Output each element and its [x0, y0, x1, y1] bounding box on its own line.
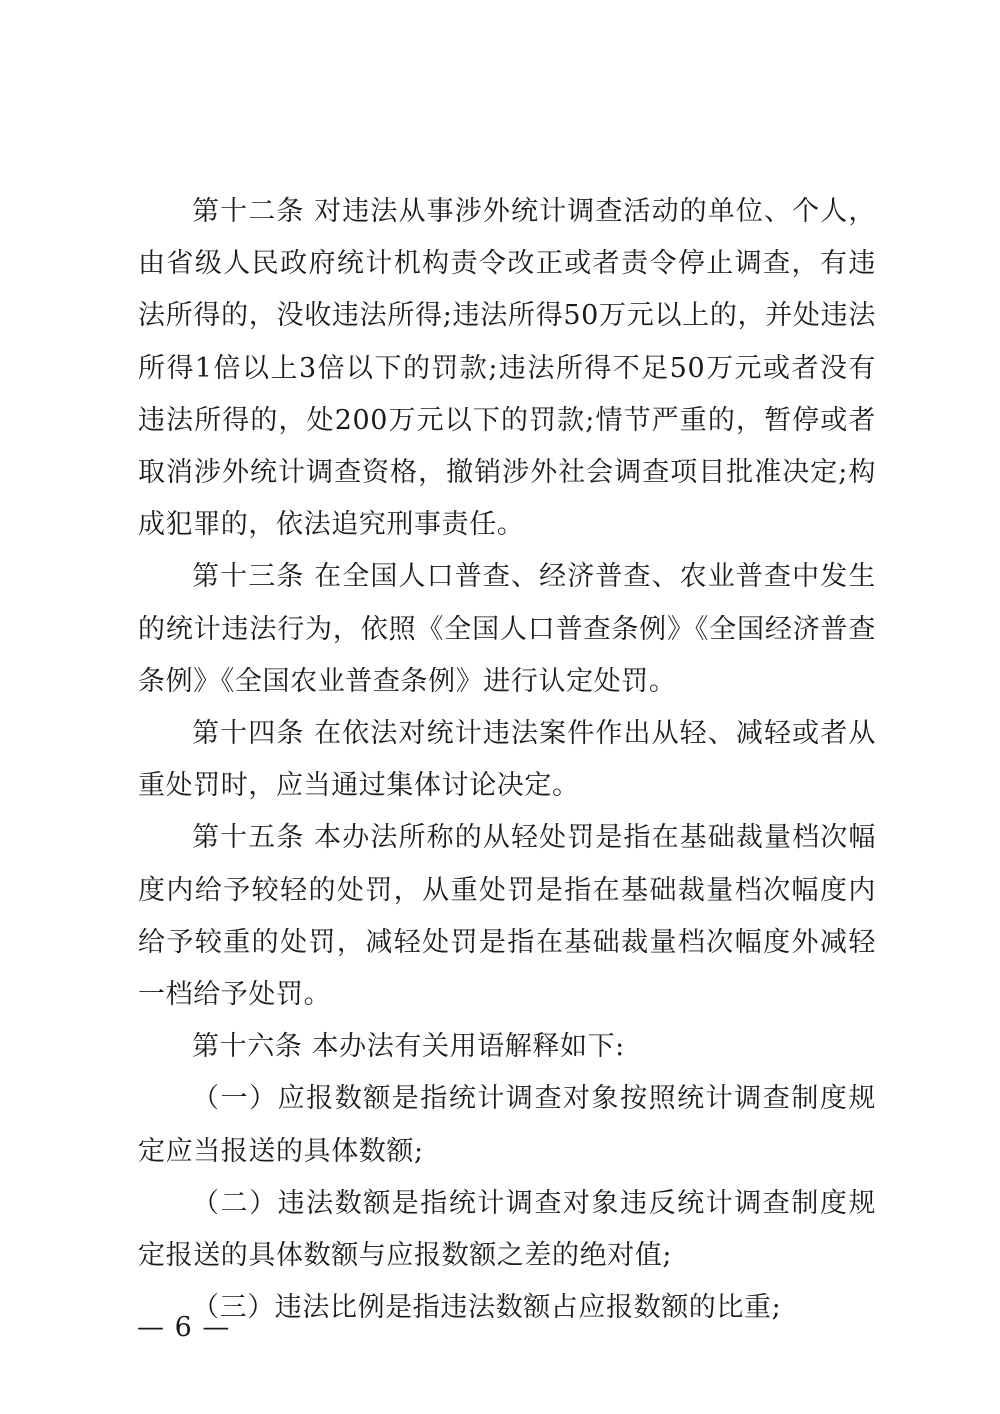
- article-15: 第十五条 本办法所称的从轻处罚是指在基础裁量档次幅度内给予较轻的处罚，从重处罚是指在基础裁量档次幅度内给予较重的处罚，减轻处罚是指在基础裁量档次幅度外减轻一档给予处罚。: [138, 822, 876, 1011]
- article-13: 第十三条 在全国人口普查、经济普查、农业普查中发生的统计违法行为，依照《全国人口普查条例》《全国经济普查条例》《全国农业普查条例》进行认定处罚。: [138, 561, 876, 697]
- article-16: 第十六条 本办法有关用语解释如下:: [192, 1031, 625, 1063]
- definition-item-1: （一）应报数额是指统计调查对象按照统计调查制度规定应当报送的具体数额;: [138, 1083, 876, 1167]
- document-body: [138, 186, 876, 1334]
- definition-item-2: （二）违法数额是指统计调查对象违反统计调查制度规定报送的具体数额与应报数额之差的绝对值;: [138, 1187, 876, 1272]
- article-12: 第十二条 对违法从事涉外统计调查活动的单位、个人，由省级人民政府统计机构责令改正或者责令停止调查，有违法所得的，没收违法所得;违法所得50万元以上的，并处违法所得1倍以上3倍以下的罚款;违法所得不足50万元或者没有违法所得的，处200万元以下的罚款;情节严重的，暂停或者取消涉外统计调查资格，撤销涉外社会调查项目批准决定;构成犯罪的，依法追究刑事责任。: [138, 196, 876, 541]
- page-number: — 6 —: [137, 1312, 231, 1343]
- definition-item-3: （三）违法比例是指违法数额占应报数额的比重;: [192, 1292, 782, 1324]
- article-14: 第十四条 在依法对统计违法案件作出从轻、减轻或者从重处罚时，应当通过集体讨论决定。: [138, 718, 876, 802]
